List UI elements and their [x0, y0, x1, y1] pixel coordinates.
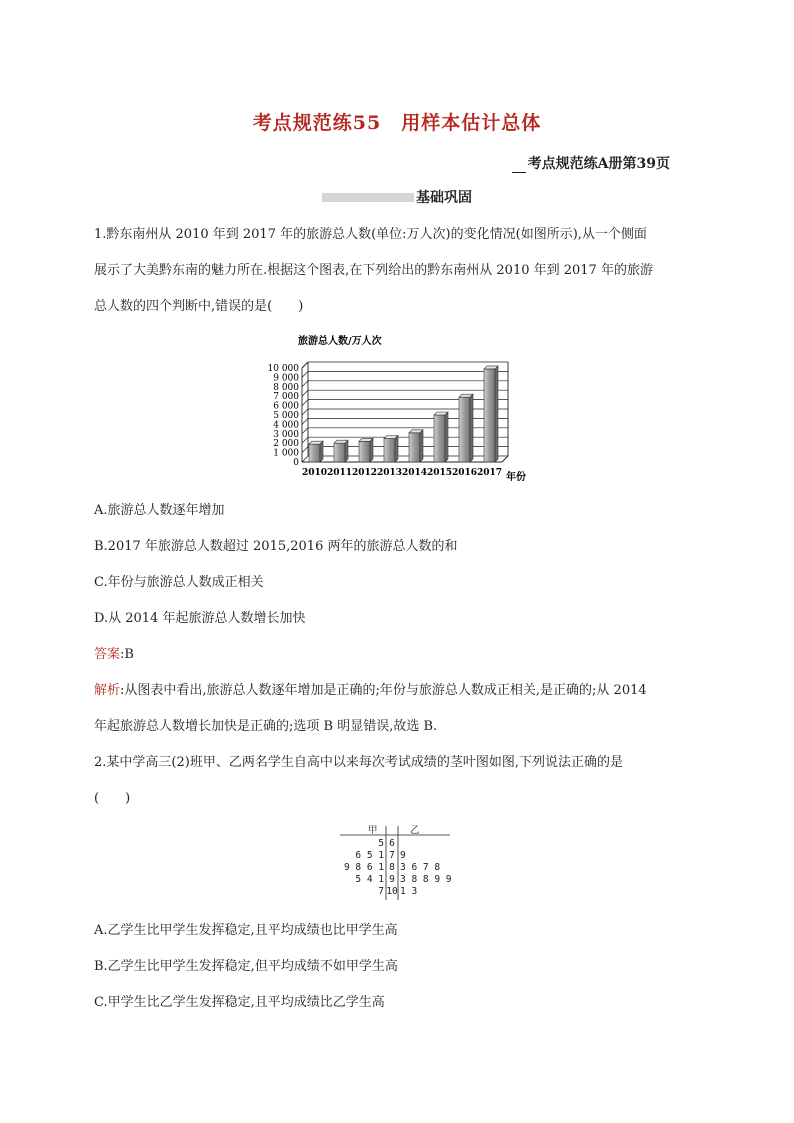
- grid-diagonal: [302, 371, 308, 377]
- q2-option-c: C.甲学生比乙学生发挥稳定,且平均成绩比乙学生高: [94, 995, 385, 1010]
- chart-bars: [309, 366, 498, 462]
- x-tick-label: 2015: [426, 468, 453, 478]
- bar: [409, 433, 420, 462]
- grid-diagonal: [302, 409, 308, 415]
- bar: [459, 397, 470, 462]
- chart-x-tick-labels: [302, 468, 502, 478]
- answer-label: 答案: [94, 647, 121, 662]
- page-title: 考点规范练55 用样本估计总体: [252, 112, 542, 134]
- bar-side: [395, 436, 398, 463]
- book-reference-text: 考点规范练A册第39页: [527, 156, 670, 172]
- q2-stem-line2: ( ): [94, 791, 131, 806]
- q1-stem-line1: 1.黔东南州从 2010 年到 2017 年的旅游总人数(单位:万人次)的变化情况(如图所示),从一个侧面: [94, 227, 647, 242]
- stem-value: 8: [389, 862, 395, 873]
- grid-diagonal: [302, 428, 308, 434]
- grid-diagonal: [302, 437, 308, 443]
- chart-frame-line: [302, 362, 308, 368]
- q1-option-b: B.2017 年旅游总人数超过 2015,2016 两年的旅游总人数的和: [94, 539, 458, 554]
- book-reference: [512, 153, 670, 173]
- bar-side: [495, 366, 498, 462]
- bar-side: [445, 412, 448, 462]
- bar: [309, 444, 320, 462]
- left-leaves: 5 4 1: [355, 874, 384, 885]
- bar: [384, 439, 395, 463]
- bar: [359, 441, 370, 462]
- q1-option-c: C.年份与旅游总人数成正相关: [94, 575, 264, 590]
- q1-stem-line2: 展示了大美黔东南的魅力所在.根据这个图表,在下列给出的黔东南州从 2010 年到 2017 年的旅游: [94, 263, 653, 278]
- bar-side: [345, 440, 348, 462]
- y-tick-label: 1 000: [273, 448, 299, 459]
- stem-value: 6: [389, 838, 395, 849]
- q1-analysis-line1: [94, 673, 714, 709]
- grid-diagonal: [302, 418, 308, 424]
- bar-side: [420, 430, 423, 462]
- y-tick-label: 6 000: [273, 401, 299, 412]
- chart-y-tick-labels: [268, 364, 300, 468]
- y-tick-label: 5 000: [273, 411, 299, 421]
- q1-option-a: A.旅游总人数逐年增加: [94, 503, 225, 518]
- answer-value: :B: [120, 647, 134, 662]
- stem-leaf-left-header: 甲: [368, 825, 378, 836]
- grid-diagonal: [302, 381, 308, 387]
- analysis-label: 解析: [94, 683, 121, 698]
- chart-x-axis-label: 年份: [506, 472, 526, 483]
- stem-leaf-plot: [338, 822, 458, 902]
- left-leaves: 7: [378, 886, 384, 897]
- chart-grid: [302, 362, 508, 462]
- q2-option-a: A.乙学生比甲学生发挥稳定,且平均成绩也比甲学生高: [94, 923, 398, 938]
- right-leaves: 9: [400, 850, 406, 861]
- y-tick-label: 0: [293, 458, 299, 468]
- bar: [334, 443, 345, 462]
- bar: [484, 369, 495, 462]
- x-tick-label: 2014: [401, 468, 428, 478]
- right-leaves: 3 6 7 8: [400, 862, 441, 873]
- stem-value: 10: [386, 886, 398, 897]
- y-tick-label: 9 000: [273, 373, 299, 384]
- grid-diagonal: [302, 456, 308, 462]
- bar-side: [370, 438, 373, 462]
- y-tick-label: 10 000: [267, 364, 299, 374]
- y-tick-label: 8 000: [273, 382, 299, 393]
- x-tick-label: 2012: [351, 468, 378, 478]
- section-title: 基础巩固: [416, 190, 472, 206]
- q2-option-b: B.乙学生比甲学生发挥稳定,但平均成绩不如甲学生高: [94, 959, 398, 974]
- x-tick-label: 2010: [301, 468, 328, 478]
- y-tick-label: 3 000: [273, 429, 299, 440]
- x-tick-label: 2016: [451, 468, 478, 478]
- bar-side: [320, 441, 323, 462]
- left-leaves: 6 5 1: [355, 850, 384, 861]
- y-tick-label: 2 000: [273, 439, 299, 450]
- stem-leaf-right-header: 乙: [410, 825, 420, 836]
- grid-diagonal: [302, 390, 308, 396]
- y-tick-label: 7 000: [273, 392, 299, 403]
- chart-frame-line: [502, 456, 508, 462]
- chart-y-axis-label: 旅游总人数/万人次: [298, 336, 382, 347]
- underline-mark: [512, 158, 526, 173]
- right-leaves: 1 3: [400, 886, 418, 897]
- left-leaves: 9 8 6 1: [343, 862, 384, 873]
- bar: [434, 415, 445, 462]
- x-tick-label: 2013: [376, 468, 403, 478]
- grid-diagonal: [302, 400, 308, 406]
- q1-option-d: D.从 2014 年起旅游总人数增长加快: [94, 611, 306, 626]
- q1-analysis-line2: 年起旅游总人数增长加快是正确的;选项 B 明显错误,故选 B.: [94, 719, 438, 734]
- stem-value: 9: [389, 874, 395, 885]
- q2-stem-line1: 2.某中学高三(2)班甲、乙两名学生自高中以来每次考试成绩的茎叶图如图,下列说法正确的是: [94, 755, 623, 770]
- left-leaves: 5: [378, 838, 384, 849]
- stem-value: 7: [389, 850, 395, 861]
- bar-side: [470, 394, 473, 462]
- q1-answer: [94, 637, 714, 673]
- q1-stem-line3: 总人数的四个判断中,错误的是( ): [94, 299, 304, 314]
- section-bar: [322, 193, 414, 202]
- x-tick-label: 2017: [476, 468, 503, 478]
- x-tick-label: 2011: [326, 468, 353, 478]
- right-leaves: 3 8 8 9 9: [400, 874, 452, 885]
- y-tick-label: 4 000: [273, 420, 299, 431]
- tourism-bar-chart: [262, 330, 542, 486]
- grid-diagonal: [302, 447, 308, 453]
- analysis-text: :从图表中看出,旅游总人数逐年增加是正确的;年份与旅游总人数成正相关,是正确的;从 2014: [120, 683, 647, 698]
